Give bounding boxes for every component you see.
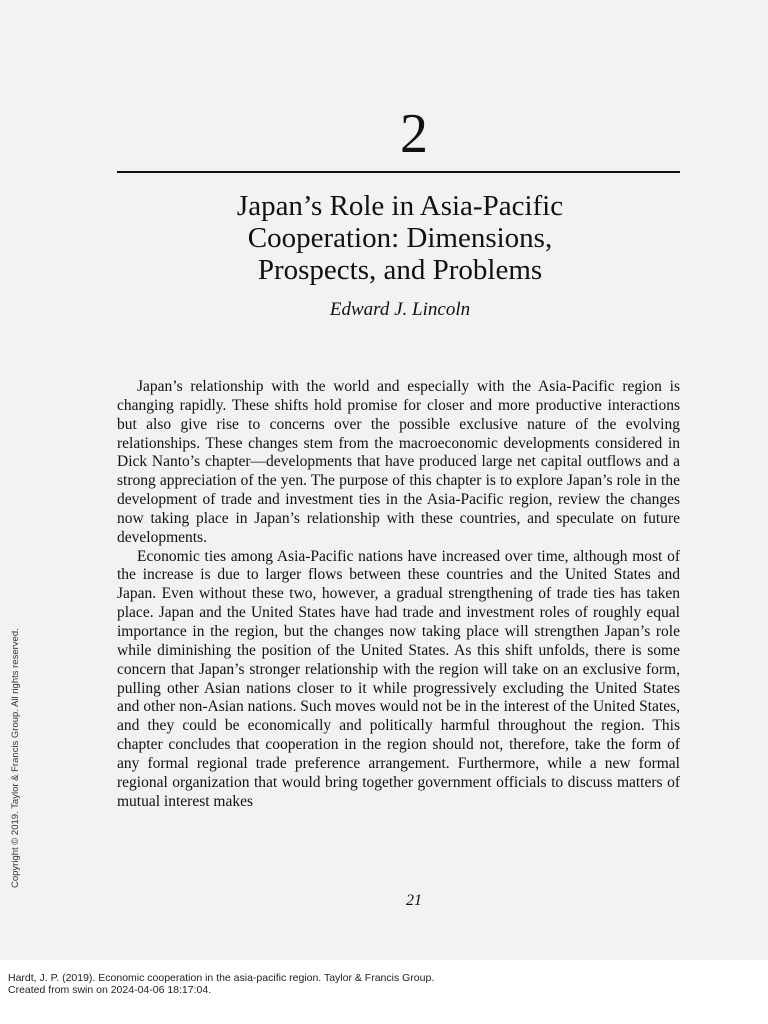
paragraph: Japan’s relationship with the world and especially with the Asia-Pacific region is changing rapidly. These shifts hold promise for closer and more productive interactions but also give rise to concerns over the possible exclusive nature of the evolving relationships. These changes stem from the macroeconomic developments considered in Dick Nanto’s chapter—developments that have produced large net capital outflows and a strong appreciation of the yen. The purpose of this chapter is to explore Japan’s role in the development of trade and investment ties in the Asia-Pacific region, review the changes now taking place in Japan’s relationship with these countries, and speculate on future developments. [117, 378, 680, 546]
paragraph: Economic ties among Asia-Pacific nations have increased over time, although most of the increase is due to larger flows between these countries and the United States and Japan. Even without these two, however, a gradual strengthening of trade ties has taken place. Japan and the United States have had trade and investment roles of roughly equal importance in the region, but the changes now taking place will strengthen Japan’s role while diminishing the position of the United States. As this shift unfolds, there is some concern that Japan’s stronger relationship with the region will take on an exclusive form, pulling other Asian nations closer to it while progressively excluding the United States and other non-Asian nations. Such moves would not be in the interest of the United States, and they could be economically and politically harmful throughout the region. This chapter concludes that cooperation in the region should not, therefore, take the form of any formal regional trade preference arrangement. Furthermore, while a new formal regional organization that would bring together government officials to discuss matters of mutual interest makes [117, 547, 680, 810]
author-name: Edward J. Lincoln [329, 299, 471, 320]
page-number: 21 [406, 892, 422, 909]
chapter-rule [117, 171, 680, 173]
chapter-title-line: Cooperation: Dimensions, [247, 222, 553, 254]
chapter-number: 2 [400, 103, 428, 165]
chapter-title [150, 190, 650, 286]
citation-footer [8, 972, 434, 996]
body-text [117, 378, 680, 811]
created-line: Created from swin on 2024-04-06 18:17:04. [8, 984, 212, 996]
side-copyright-notice: Copyright © 2019. Taylor & Francis Group. All rights reserved. [10, 628, 21, 888]
citation-line: Hardt, J. P. (2019). Economic cooperation in the asia-pacific region. Taylor & Francis Group. [8, 972, 435, 984]
chapter-title-line: Prospects, and Problems [257, 254, 543, 286]
chapter-title-line: Japan’s Role in Asia-Pacific [236, 190, 564, 222]
